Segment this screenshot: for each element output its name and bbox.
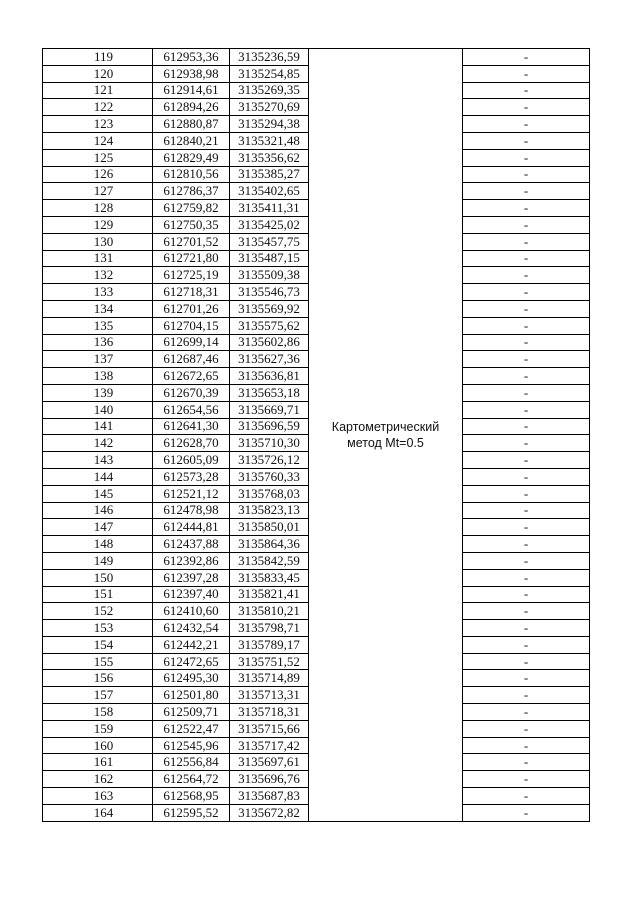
point-number-cell: 133 xyxy=(43,284,153,301)
y-coordinate-cell: 3135717,42 xyxy=(230,737,309,754)
y-coordinate-cell: 3135726,12 xyxy=(230,452,309,469)
y-coordinate-cell: 3135509,38 xyxy=(230,267,309,284)
y-coordinate-cell: 3135810,21 xyxy=(230,603,309,620)
x-coordinate-cell: 612392,86 xyxy=(153,552,230,569)
accuracy-note-cell: - xyxy=(463,552,590,569)
x-coordinate-cell: 612894,26 xyxy=(153,99,230,116)
x-coordinate-cell: 612914,61 xyxy=(153,82,230,99)
y-coordinate-cell: 3135270,69 xyxy=(230,99,309,116)
y-coordinate-cell: 3135321,48 xyxy=(230,132,309,149)
point-number-cell: 156 xyxy=(43,670,153,687)
accuracy-note-cell: - xyxy=(463,132,590,149)
x-coordinate-cell: 612829,49 xyxy=(153,149,230,166)
point-number-cell: 121 xyxy=(43,82,153,99)
y-coordinate-cell: 3135402,65 xyxy=(230,183,309,200)
x-coordinate-cell: 612670,39 xyxy=(153,384,230,401)
x-coordinate-cell: 612725,19 xyxy=(153,267,230,284)
y-coordinate-cell: 3135768,03 xyxy=(230,485,309,502)
point-number-cell: 143 xyxy=(43,452,153,469)
accuracy-note-cell: - xyxy=(463,334,590,351)
x-coordinate-cell: 612472,65 xyxy=(153,653,230,670)
accuracy-note-cell: - xyxy=(463,384,590,401)
accuracy-note-cell: - xyxy=(463,99,590,116)
x-coordinate-cell: 612701,52 xyxy=(153,233,230,250)
y-coordinate-cell: 3135269,35 xyxy=(230,82,309,99)
y-coordinate-cell: 3135823,13 xyxy=(230,502,309,519)
point-number-cell: 135 xyxy=(43,317,153,334)
y-coordinate-cell: 3135760,33 xyxy=(230,468,309,485)
y-coordinate-cell: 3135411,31 xyxy=(230,200,309,217)
x-coordinate-cell: 612595,52 xyxy=(153,804,230,821)
x-coordinate-cell: 612880,87 xyxy=(153,116,230,133)
y-coordinate-cell: 3135236,59 xyxy=(230,49,309,66)
point-number-cell: 119 xyxy=(43,49,153,66)
accuracy-note-cell: - xyxy=(463,737,590,754)
accuracy-note-cell: - xyxy=(463,200,590,217)
method-line-1: Картометрический xyxy=(331,419,440,434)
y-coordinate-cell: 3135636,81 xyxy=(230,368,309,385)
y-coordinate-cell: 3135821,41 xyxy=(230,586,309,603)
x-coordinate-cell: 612501,80 xyxy=(153,687,230,704)
x-coordinate-cell: 612701,26 xyxy=(153,300,230,317)
accuracy-note-cell: - xyxy=(463,653,590,670)
x-coordinate-cell: 612672,65 xyxy=(153,368,230,385)
point-number-cell: 151 xyxy=(43,586,153,603)
y-coordinate-cell: 3135696,76 xyxy=(230,771,309,788)
point-number-cell: 130 xyxy=(43,233,153,250)
accuracy-note-cell: - xyxy=(463,166,590,183)
accuracy-note-cell: - xyxy=(463,519,590,536)
point-number-cell: 144 xyxy=(43,468,153,485)
point-number-cell: 164 xyxy=(43,804,153,821)
y-coordinate-cell: 3135714,89 xyxy=(230,670,309,687)
x-coordinate-cell: 612568,95 xyxy=(153,788,230,805)
accuracy-note-cell: - xyxy=(463,233,590,250)
accuracy-note-cell: - xyxy=(463,452,590,469)
x-coordinate-cell: 612397,40 xyxy=(153,586,230,603)
x-coordinate-cell: 612437,88 xyxy=(153,536,230,553)
accuracy-note-cell: - xyxy=(463,788,590,805)
point-number-cell: 145 xyxy=(43,485,153,502)
accuracy-note-cell: - xyxy=(463,435,590,452)
accuracy-note-cell: - xyxy=(463,183,590,200)
point-number-cell: 127 xyxy=(43,183,153,200)
y-coordinate-cell: 3135602,86 xyxy=(230,334,309,351)
point-number-cell: 162 xyxy=(43,771,153,788)
point-number-cell: 140 xyxy=(43,401,153,418)
accuracy-note-cell: - xyxy=(463,351,590,368)
point-number-cell: 158 xyxy=(43,704,153,721)
accuracy-note-cell: - xyxy=(463,636,590,653)
accuracy-note-cell: - xyxy=(463,603,590,620)
accuracy-note-cell: - xyxy=(463,65,590,82)
accuracy-note-cell: - xyxy=(463,300,590,317)
x-coordinate-cell: 612759,82 xyxy=(153,200,230,217)
y-coordinate-cell: 3135254,85 xyxy=(230,65,309,82)
x-coordinate-cell: 612397,28 xyxy=(153,569,230,586)
accuracy-note-cell: - xyxy=(463,569,590,586)
point-number-cell: 157 xyxy=(43,687,153,704)
accuracy-note-cell: - xyxy=(463,317,590,334)
point-number-cell: 142 xyxy=(43,435,153,452)
method-line-2: метод Mt=0.5 xyxy=(347,435,424,450)
x-coordinate-cell: 612750,35 xyxy=(153,216,230,233)
point-number-cell: 125 xyxy=(43,149,153,166)
accuracy-note-cell: - xyxy=(463,804,590,821)
point-number-cell: 154 xyxy=(43,636,153,653)
accuracy-note-cell: - xyxy=(463,754,590,771)
point-number-cell: 141 xyxy=(43,418,153,435)
point-number-cell: 136 xyxy=(43,334,153,351)
y-coordinate-cell: 3135627,36 xyxy=(230,351,309,368)
point-number-cell: 152 xyxy=(43,603,153,620)
coordinates-table xyxy=(42,48,590,822)
y-coordinate-cell: 3135457,75 xyxy=(230,233,309,250)
y-coordinate-cell: 3135696,59 xyxy=(230,418,309,435)
x-coordinate-cell: 612654,56 xyxy=(153,401,230,418)
x-coordinate-cell: 612704,15 xyxy=(153,317,230,334)
x-coordinate-cell: 612721,80 xyxy=(153,250,230,267)
y-coordinate-cell: 3135687,83 xyxy=(230,788,309,805)
y-coordinate-cell: 3135842,59 xyxy=(230,552,309,569)
accuracy-note-cell: - xyxy=(463,485,590,502)
y-coordinate-cell: 3135833,45 xyxy=(230,569,309,586)
point-number-cell: 153 xyxy=(43,620,153,637)
point-number-cell: 163 xyxy=(43,788,153,805)
accuracy-note-cell: - xyxy=(463,116,590,133)
y-coordinate-cell: 3135487,15 xyxy=(230,250,309,267)
accuracy-note-cell: - xyxy=(463,502,590,519)
accuracy-note-cell: - xyxy=(463,468,590,485)
point-number-cell: 123 xyxy=(43,116,153,133)
point-number-cell: 155 xyxy=(43,653,153,670)
x-coordinate-cell: 612573,28 xyxy=(153,468,230,485)
y-coordinate-cell: 3135850,01 xyxy=(230,519,309,536)
y-coordinate-cell: 3135385,27 xyxy=(230,166,309,183)
y-coordinate-cell: 3135713,31 xyxy=(230,687,309,704)
accuracy-note-cell: - xyxy=(463,401,590,418)
x-coordinate-cell: 612522,47 xyxy=(153,720,230,737)
y-coordinate-cell: 3135864,36 xyxy=(230,536,309,553)
y-coordinate-cell: 3135718,31 xyxy=(230,704,309,721)
accuracy-note-cell: - xyxy=(463,720,590,737)
y-coordinate-cell: 3135356,62 xyxy=(230,149,309,166)
x-coordinate-cell: 612628,70 xyxy=(153,435,230,452)
y-coordinate-cell: 3135546,73 xyxy=(230,284,309,301)
point-number-cell: 128 xyxy=(43,200,153,217)
y-coordinate-cell: 3135575,62 xyxy=(230,317,309,334)
accuracy-note-cell: - xyxy=(463,586,590,603)
point-number-cell: 131 xyxy=(43,250,153,267)
x-coordinate-cell: 612718,31 xyxy=(153,284,230,301)
x-coordinate-cell: 612444,81 xyxy=(153,519,230,536)
point-number-cell: 160 xyxy=(43,737,153,754)
y-coordinate-cell: 3135653,18 xyxy=(230,384,309,401)
x-coordinate-cell: 612605,09 xyxy=(153,452,230,469)
y-coordinate-cell: 3135715,66 xyxy=(230,720,309,737)
accuracy-note-cell: - xyxy=(463,670,590,687)
point-number-cell: 129 xyxy=(43,216,153,233)
y-coordinate-cell: 3135710,30 xyxy=(230,435,309,452)
x-coordinate-cell: 612410,60 xyxy=(153,603,230,620)
x-coordinate-cell: 612432,54 xyxy=(153,620,230,637)
x-coordinate-cell: 612495,30 xyxy=(153,670,230,687)
y-coordinate-cell: 3135294,38 xyxy=(230,116,309,133)
accuracy-note-cell: - xyxy=(463,149,590,166)
x-coordinate-cell: 612521,12 xyxy=(153,485,230,502)
y-coordinate-cell: 3135569,92 xyxy=(230,300,309,317)
y-coordinate-cell: 3135751,52 xyxy=(230,653,309,670)
y-coordinate-cell: 3135425,02 xyxy=(230,216,309,233)
point-number-cell: 126 xyxy=(43,166,153,183)
x-coordinate-cell: 612840,21 xyxy=(153,132,230,149)
method-cell xyxy=(309,49,463,822)
accuracy-note-cell: - xyxy=(463,267,590,284)
point-number-cell: 149 xyxy=(43,552,153,569)
x-coordinate-cell: 612545,96 xyxy=(153,737,230,754)
point-number-cell: 124 xyxy=(43,132,153,149)
x-coordinate-cell: 612442,21 xyxy=(153,636,230,653)
point-number-cell: 137 xyxy=(43,351,153,368)
point-number-cell: 139 xyxy=(43,384,153,401)
y-coordinate-cell: 3135697,61 xyxy=(230,754,309,771)
x-coordinate-cell: 612687,46 xyxy=(153,351,230,368)
table-row xyxy=(43,49,590,66)
point-number-cell: 120 xyxy=(43,65,153,82)
x-coordinate-cell: 612509,71 xyxy=(153,704,230,721)
x-coordinate-cell: 612556,84 xyxy=(153,754,230,771)
y-coordinate-cell: 3135672,82 xyxy=(230,804,309,821)
point-number-cell: 146 xyxy=(43,502,153,519)
accuracy-note-cell: - xyxy=(463,536,590,553)
x-coordinate-cell: 612641,30 xyxy=(153,418,230,435)
accuracy-note-cell: - xyxy=(463,620,590,637)
accuracy-note-cell: - xyxy=(463,368,590,385)
accuracy-note-cell: - xyxy=(463,687,590,704)
accuracy-note-cell: - xyxy=(463,216,590,233)
point-number-cell: 132 xyxy=(43,267,153,284)
accuracy-note-cell: - xyxy=(463,250,590,267)
coordinates-table-body xyxy=(43,49,590,822)
x-coordinate-cell: 612810,56 xyxy=(153,166,230,183)
x-coordinate-cell: 612564,72 xyxy=(153,771,230,788)
point-number-cell: 138 xyxy=(43,368,153,385)
y-coordinate-cell: 3135789,17 xyxy=(230,636,309,653)
x-coordinate-cell: 612786,37 xyxy=(153,183,230,200)
point-number-cell: 159 xyxy=(43,720,153,737)
point-number-cell: 161 xyxy=(43,754,153,771)
accuracy-note-cell: - xyxy=(463,418,590,435)
x-coordinate-cell: 612938,98 xyxy=(153,65,230,82)
x-coordinate-cell: 612478,98 xyxy=(153,502,230,519)
accuracy-note-cell: - xyxy=(463,82,590,99)
accuracy-note-cell: - xyxy=(463,704,590,721)
y-coordinate-cell: 3135669,71 xyxy=(230,401,309,418)
point-number-cell: 148 xyxy=(43,536,153,553)
accuracy-note-cell: - xyxy=(463,49,590,66)
x-coordinate-cell: 612953,36 xyxy=(153,49,230,66)
point-number-cell: 147 xyxy=(43,519,153,536)
accuracy-note-cell: - xyxy=(463,771,590,788)
point-number-cell: 150 xyxy=(43,569,153,586)
point-number-cell: 134 xyxy=(43,300,153,317)
x-coordinate-cell: 612699,14 xyxy=(153,334,230,351)
point-number-cell: 122 xyxy=(43,99,153,116)
y-coordinate-cell: 3135798,71 xyxy=(230,620,309,637)
accuracy-note-cell: - xyxy=(463,284,590,301)
